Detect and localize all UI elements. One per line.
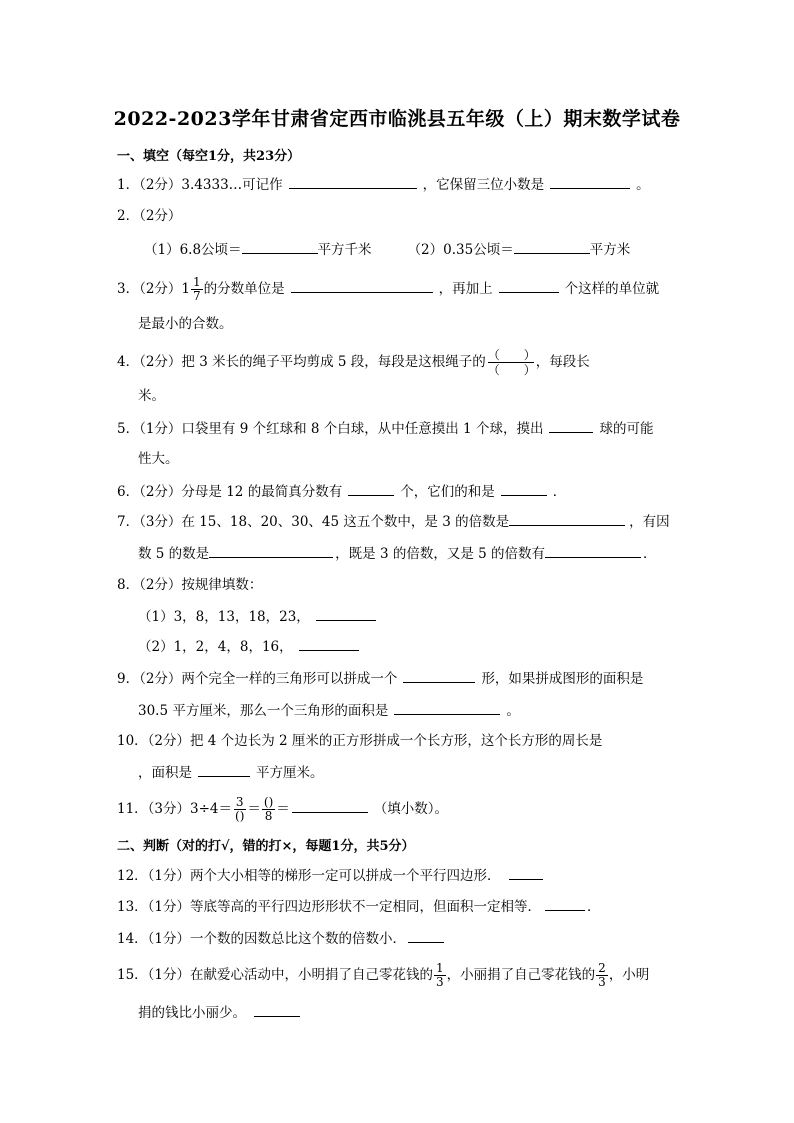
answer-blank[interactable] bbox=[545, 543, 641, 558]
question-5-line2: 性大。 bbox=[138, 451, 179, 467]
answer-blank[interactable] bbox=[242, 239, 318, 254]
question-4-line2: 米。 bbox=[138, 388, 165, 404]
answer-blank[interactable] bbox=[408, 928, 444, 943]
question-14: 14．（1分）一个数的因数总比这个数的倍数小． bbox=[117, 928, 450, 949]
question-4: 4．（2分）把 3 米长的绳子平均剪成 5 段，每段是这根绳子的 $\frac{( )}{( )}$ ，每段长 bbox=[117, 348, 590, 377]
answer-blank[interactable] bbox=[550, 174, 630, 189]
answer-blank[interactable] bbox=[501, 481, 547, 496]
question-1: 1．（2分）3.4333…可记作 ，它保留三位小数是 。 bbox=[117, 174, 650, 195]
answer-blank[interactable] bbox=[509, 865, 543, 880]
question-5: 5．（1分）口袋里有 9 个红球和 8 个白球，从中任意摸出 1 个球，摸出 球的可能 bbox=[117, 418, 653, 439]
question-12: 12．（1分）两个大小相等的梯形一定可以拼成一个平行四边形． bbox=[117, 865, 549, 886]
question-3-line2: 是最小的合数。 bbox=[138, 316, 233, 332]
answer-blank[interactable] bbox=[549, 418, 593, 433]
answer-blank[interactable] bbox=[299, 636, 359, 651]
fraction: $\frac{2}{3}$ bbox=[598, 961, 606, 989]
answer-blank[interactable] bbox=[289, 174, 417, 189]
answer-blank[interactable] bbox=[348, 481, 394, 496]
question-11: 11．（3分）3÷4＝ $\frac{3}{()}$ ＝ $\frac{()}{8}$ ＝ （填小数）。 bbox=[117, 795, 449, 823]
answer-blank[interactable] bbox=[209, 543, 333, 558]
answer-blank[interactable] bbox=[316, 606, 376, 621]
answer-blank[interactable] bbox=[403, 668, 475, 683]
question-8-part1: （1）3，8，13，18，23， bbox=[138, 606, 382, 627]
answer-blank[interactable] bbox=[198, 762, 250, 777]
answer-blank[interactable] bbox=[291, 278, 433, 293]
question-15: 15．（1分）在献爱心活动中，小明捐了自己零花钱的 $\frac{1}{3}$ ，小丽捐了自己零花钱的 $\frac{2}{3}$ ，小明 bbox=[117, 961, 650, 989]
page-title: 2022-2023学年甘肃省定西市临洮县五年级（上）期末数学试卷 bbox=[113, 108, 681, 130]
question-7: 7．（3分）在 15、18、20、30、45 这五个数中，是 3 的倍数是 ，有因 bbox=[117, 511, 670, 532]
question-8: 8．（2分）按规律填数： bbox=[117, 577, 263, 593]
question-3: 3．（2分）1 $\frac{1}{7}$ 的分数单位是 ，再加上 个这样的单位就 bbox=[117, 275, 660, 303]
answer-blank[interactable] bbox=[254, 1002, 300, 1017]
fraction-blank[interactable]: $\frac{3}{()}$ bbox=[235, 795, 245, 823]
answer-blank[interactable] bbox=[514, 239, 590, 254]
section-heading-fill-in: 一、填空（每空1分，共23分） bbox=[117, 149, 301, 164]
fraction-blank[interactable]: $\frac{( )}{( )}$ bbox=[487, 348, 536, 377]
fraction: $\frac{1}{3}$ bbox=[436, 961, 444, 989]
section-heading-true-false: 二、判断（对的打√，错的打×，每题1分，共5分） bbox=[117, 839, 415, 854]
question-9: 9．（2分）两个完全一样的三角形可以拼成一个 形，如果拼成图形的面积是 bbox=[117, 668, 643, 689]
question-2-parts: （1）6.8公顷＝ 平方千米 （2）0.35公顷＝ 平方米 bbox=[144, 239, 630, 260]
answer-blank[interactable] bbox=[509, 511, 625, 526]
question-6: 6．（2分）分母是 12 的最简真分数有 个，它们的和是 ． bbox=[117, 481, 566, 502]
answer-blank[interactable] bbox=[292, 798, 368, 813]
question-8-part2: （2）1，2，4，8，16， bbox=[138, 636, 365, 657]
fraction: $\frac{1}{7}$ bbox=[193, 275, 201, 303]
question-10: 10．（2分）把 4 个边长为 2 厘米的正方形拼成一个长方形，这个长方形的周长是 bbox=[117, 733, 603, 749]
question-9-line2: 30.5 平方厘米，那么一个三角形的面积是 。 bbox=[138, 700, 520, 721]
question-7-line2: 数 5 的数是 ，既是 3 的倍数，又是 5 的倍数有 ． bbox=[138, 543, 657, 564]
question-2: 2．（2分） bbox=[117, 208, 182, 224]
answer-blank[interactable] bbox=[545, 896, 585, 911]
question-10-line2: ，面积是 平方厘米。 bbox=[138, 762, 324, 783]
question-15-line2: 捐的钱比小丽少。 bbox=[138, 1002, 306, 1023]
fraction-blank[interactable]: $\frac{()}{8}$ bbox=[263, 795, 274, 823]
answer-blank[interactable] bbox=[394, 700, 500, 715]
answer-blank[interactable] bbox=[499, 278, 559, 293]
question-13: 13．（1分）等底等高的平行四边形形状不一定相同，但面积一定相等． ． bbox=[117, 896, 601, 917]
